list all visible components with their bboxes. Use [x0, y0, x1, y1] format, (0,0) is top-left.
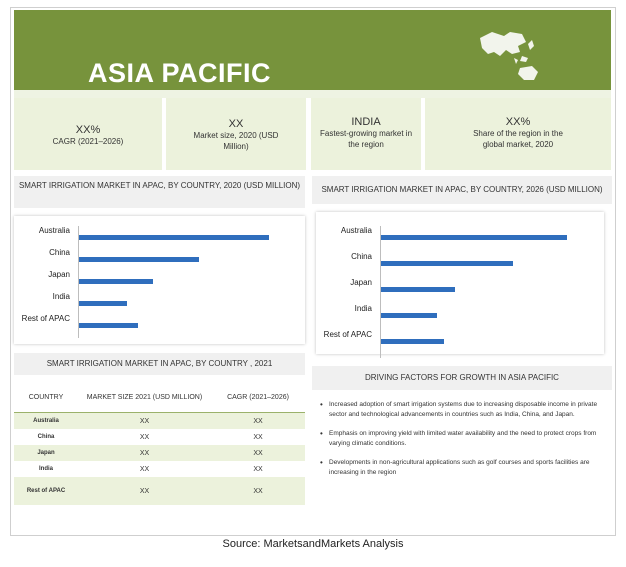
kpi-label: CAGR (2021–2026): [52, 137, 124, 146]
chart-title-2026: SMART IRRIGATION MARKET IN APAC, BY COUNTRY, 2026 (USD MILLION): [312, 176, 612, 204]
category-label: Rest of APAC: [21, 314, 70, 323]
kpi-region-share: [425, 98, 611, 170]
kpi-label: Market size, 2020 (USD Million): [193, 131, 279, 151]
header-banner: [14, 10, 611, 90]
category-label: Australia: [340, 226, 372, 235]
row-country: Japan: [14, 445, 78, 461]
category-label: China: [49, 248, 70, 257]
kpi-value: XX: [228, 118, 244, 130]
table-header-row: [14, 382, 305, 413]
drivers-title: DRIVING FACTORS FOR GROWTH IN ASIA PACIFIC: [312, 366, 612, 390]
chart-2026: [316, 212, 604, 354]
kpi-cagr: [14, 98, 162, 170]
bar-japan: [79, 279, 153, 284]
bar-china: [79, 257, 199, 262]
row-market-size: XX: [78, 413, 211, 430]
table-row: [14, 445, 305, 461]
row-market-size: XX: [78, 477, 211, 505]
category-label: Japan: [350, 278, 372, 287]
row-market-size: XX: [139, 465, 150, 473]
region-title: ASIA PACIFIC: [88, 58, 272, 88]
source-note: Source: MarketsandMarkets Analysis: [222, 538, 404, 550]
driver-item: • Emphasis on improving yield with limited water availability and the need to protect crops from varying climatic conditions.: [320, 429, 605, 449]
category-label: Japan: [48, 270, 70, 279]
kpi-label: Share of the region in the global market, 2020: [473, 129, 563, 149]
category-label: China: [351, 252, 372, 261]
row-market-size: XX: [139, 433, 150, 441]
kpi-value: XX%: [505, 116, 531, 128]
chart-title-2020: SMART IRRIGATION MARKET IN APAC, BY COUNTRY, 2020 (USD MILLION): [14, 176, 305, 208]
bar-rest-of-apac: [79, 323, 138, 328]
bar-australia: [79, 235, 269, 240]
bar-australia: [381, 235, 567, 240]
row-market-size: XX: [78, 445, 211, 461]
col-country: COUNTRY: [14, 382, 78, 413]
row-country: India: [38, 466, 53, 472]
header-stripe: [14, 90, 611, 98]
bar-china: [381, 261, 513, 266]
bar-rest-of-apac: [381, 339, 444, 344]
category-label: India: [52, 292, 70, 301]
bar-japan: [381, 287, 455, 292]
col-market-size: MARKET SIZE 2021 (USD MILLION): [78, 382, 211, 413]
row-country: Australia: [14, 413, 78, 430]
kpi-value: INDIA: [351, 116, 381, 128]
kpi-value: XX%: [75, 124, 101, 136]
drivers-list: [320, 400, 605, 487]
market-table: [14, 382, 305, 505]
driver-item: • Increased adoption of smart irrigation systems due to increasing disposable income in private sector and technological advancements in countries such as India, China, and Japan.: [320, 400, 605, 420]
row-country: Rest of APAC: [14, 477, 78, 505]
kpi-label: Fastest-growing market in the region: [319, 129, 413, 149]
chart-2020: [14, 216, 305, 344]
row-cagr: XX: [211, 413, 305, 430]
table-row: [14, 429, 305, 445]
row-cagr: XX: [211, 477, 305, 505]
row-cagr: XX: [253, 433, 263, 441]
driver-item: • Developments in non-agricultural applications such as golf courses and sports facilities are increasing in the region: [320, 458, 605, 478]
bar-india: [79, 301, 127, 306]
row-cagr: XX: [211, 445, 305, 461]
kpi-market-size: [166, 98, 306, 170]
category-label: Rest of APAC: [323, 330, 372, 339]
col-cagr: CAGR (2021–2026): [211, 382, 305, 413]
table-row: [14, 413, 305, 430]
table-title: SMART IRRIGATION MARKET IN APAC, BY COUNTRY , 2021: [14, 353, 305, 375]
row-cagr: XX: [253, 465, 263, 473]
kpi-fastest-growing: [311, 98, 421, 170]
row-country: China: [37, 434, 55, 440]
table-row: [14, 477, 305, 505]
category-label: Australia: [38, 226, 70, 235]
bar-india: [381, 313, 437, 318]
table-row: [14, 461, 305, 477]
asia-pacific-map-icon: [470, 28, 560, 86]
category-label: India: [354, 304, 372, 313]
